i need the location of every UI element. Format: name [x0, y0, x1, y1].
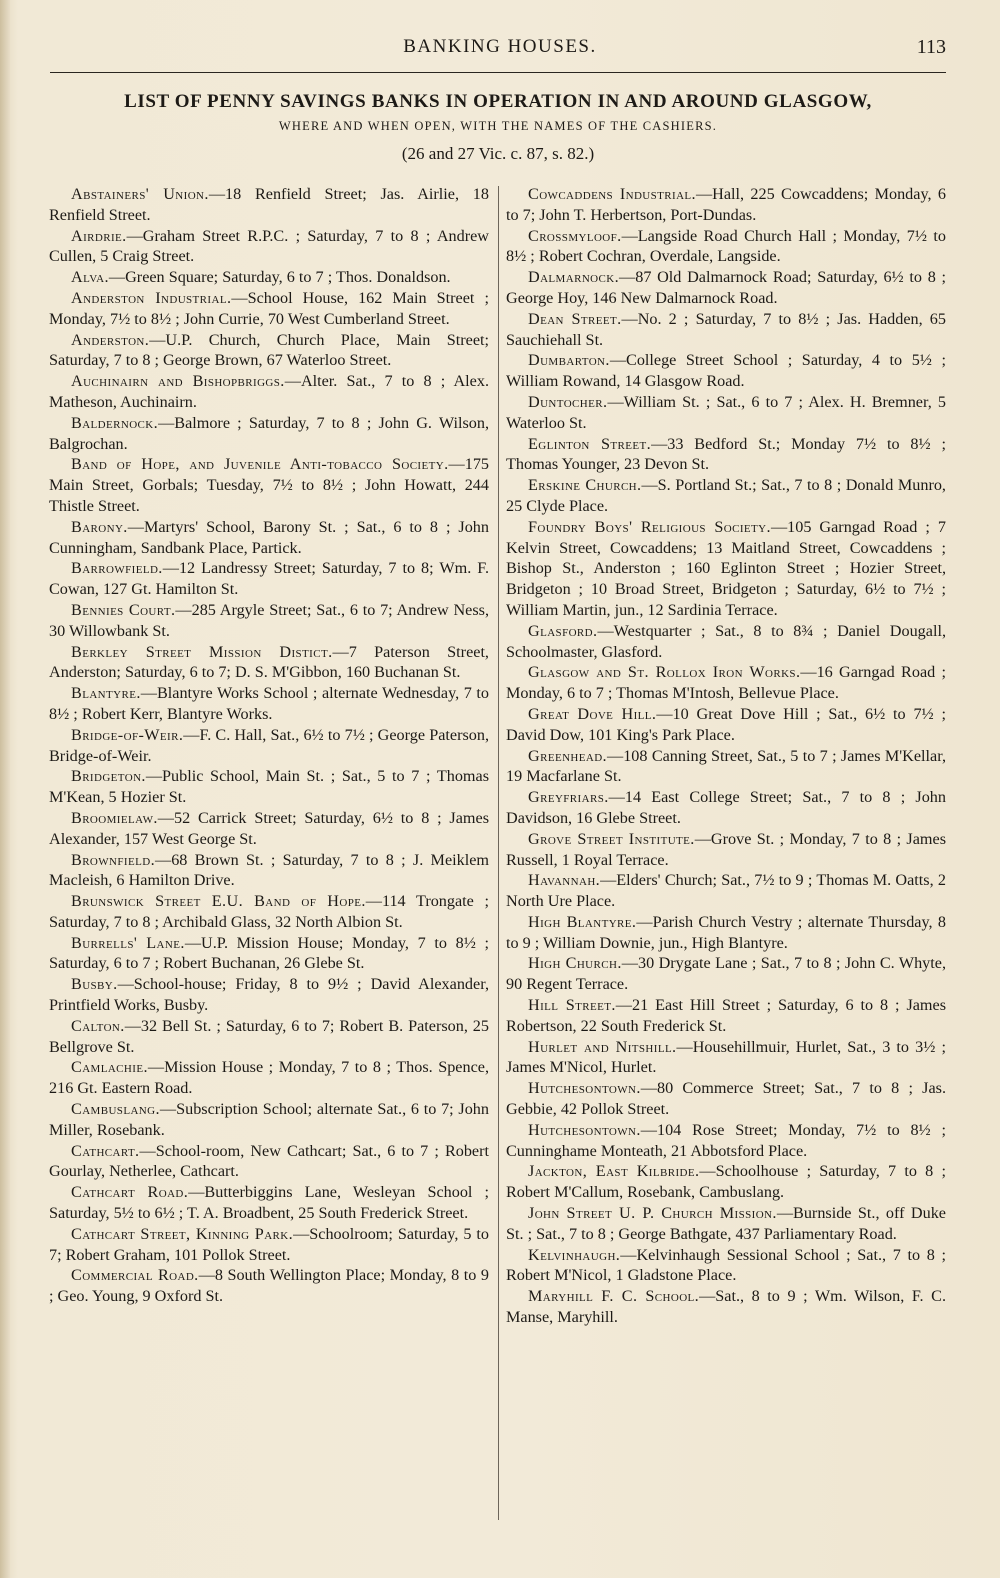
bank-name: Anderston Industrial. — [71, 288, 232, 307]
bank-details: —52 Carrick Street; Saturday, 6½ to 8 ; James Alexander, 157 West George St. — [49, 808, 489, 848]
bank-details: —68 Brown St. ; Saturday, 7 to 8 ; J. Meiklem Macleish, 6 Hamilton Drive. — [49, 850, 489, 890]
bank-name: Cowcaddens Industrial. — [528, 185, 696, 203]
bank-entry — [49, 683, 489, 725]
bank-details: —21 East Hill Street ; Saturday, 6 to 8 ; James Robertson, 22 South Frederick St. — [506, 996, 946, 1035]
bank-name: Bridgeton. — [71, 767, 146, 786]
running-head — [50, 36, 950, 66]
bank-entry — [506, 309, 946, 351]
bank-entry — [506, 184, 946, 226]
bank-details: —Hall, 225 Cowcaddens; Monday, 6 to 7; John T. Herbertson, Port-Dundas. — [506, 185, 946, 224]
bank-details: —Grove St. ; Monday, 7 to 8 ; James Russell, 1 Royal Terrace. — [506, 829, 946, 869]
list-subtitle: WHERE AND WHEN OPEN, WITH THE NAMES OF THE CASHIERS. — [278, 119, 718, 133]
bank-entry — [506, 226, 946, 268]
bank-details: —Househillmuir, Hurlet, Sat., 3 to 3½ ; James M'Nicol, Hurlet. — [506, 1037, 947, 1077]
bank-entry — [506, 1078, 946, 1120]
bank-name: Brunswick Street E.U. Band of Hope. — [71, 892, 366, 911]
bank-name: Jackton, East Kilbride. — [528, 1162, 700, 1181]
bank-name: Glasford. — [528, 621, 598, 640]
bank-details: —Schoolroom; Saturday, 5 to 7; Robert Graham, 101 Pollok Street. — [49, 1224, 489, 1264]
bank-entry — [49, 808, 489, 850]
bank-details: —87 Old Dalmarnock Road; Saturday, 6½ to 8 ; George Hoy, 146 New Dalmarnock Road. — [506, 268, 946, 307]
bank-entry — [506, 517, 946, 621]
bank-entry — [49, 766, 489, 808]
bank-entry — [49, 1265, 489, 1307]
bank-details: —14 East College Street; Sat., 7 to 8 ; John Davidson, 16 Glebe Street. — [506, 788, 946, 827]
bank-name: Busby. — [71, 975, 118, 994]
bank-details: —Burnside St., off Duke St. ; Sat., 7 to 8 ; George Bathgate, 437 Parliamentary Road. — [506, 1204, 946, 1243]
bank-details: —Blantyre Works School ; alternate Wednesday, 7 to 8½ ; Robert Kerr, Blantyre Works. — [49, 684, 489, 723]
bank-name: Hill Street. — [528, 996, 616, 1015]
bank-details: —School House, 162 Main Street ; Monday, 7½ to 8½ ; John Currie, 70 West Cumberland Street. — [49, 288, 489, 328]
bank-entry — [506, 475, 946, 517]
bank-details: —Schoolhouse ; Saturday, 7 to 8 ; Robert M'Callum, Rosebank, Cambuslang. — [506, 1162, 946, 1202]
bank-details: —Westquarter ; Sat., 8 to 8¾ ; Daniel Dougall, Schoolmaster, Glasford. — [506, 621, 946, 661]
bank-name: Hutchesontown. — [528, 1120, 641, 1139]
bank-details: —Alter. Sat., 7 to 8 ; Alex. Matheson, Auchinairn. — [49, 372, 489, 411]
bank-entry — [49, 1182, 489, 1224]
bank-details: —F. C. Hall, Sat., 6½ to 7½ ; George Paterson, Bridge-of-Weir. — [49, 725, 489, 765]
bank-entry — [49, 1016, 489, 1058]
bank-name: Calton. — [71, 1016, 125, 1035]
bank-details: —12 Landressy Street; Saturday, 7 to 8; Wm. F. Cowan, 127 Gt. Hamilton St. — [49, 559, 489, 599]
bank-details: —108 Canning Street, Sat., 5 to 7 ; James M'Kellar, 19 Macfarlane St. — [506, 746, 946, 786]
left-column — [49, 184, 489, 1307]
bank-name: Auchinairn and Bishopbriggs. — [71, 372, 285, 391]
bank-name: Cambuslang. — [71, 1100, 160, 1119]
bank-name: Crossmyloof. — [528, 226, 622, 245]
bank-name: High Blantyre. — [528, 912, 637, 931]
bank-name: Erskine Church. — [528, 476, 642, 495]
bank-details: —105 Garngad Road ; 7 Kelvin Street, Cowcaddens; 13 Maitland Street, Cowcaddens ; Bishop St., Anderston ; 160 Eglinton Street ; Hozier Street, Bridgeton ; 10 Broad Street, Bridgeton ; Saturday, 6½ to 7½ ; William Martin, jun., 12 Sardinia Terrace. — [506, 517, 946, 619]
bank-details: —S. Portland St.; Sat., 7 to 8 ; Donald Munro, 25 Clyde Place. — [506, 476, 946, 515]
bank-entry — [506, 621, 946, 663]
bank-details: —No. 2 ; Saturday, 7 to 8½ ; Jas. Hadden, 65 Sauchiehall St. — [506, 309, 946, 349]
bank-name: Foundry Boys' Religious Society. — [528, 517, 771, 536]
bank-name: Barrowfield. — [71, 559, 163, 578]
bank-details: —Kelvinhaugh Sessional School ; Sat., 7 to 8 ; Robert M'Nicol, 1 Gladstone Place. — [506, 1245, 946, 1285]
bank-details: —32 Bell St. ; Saturday, 6 to 7; Robert B. Paterson, 25 Bellgrove St. — [49, 1016, 489, 1056]
bank-name: Cathcart. — [71, 1141, 140, 1160]
bank-details: —Sat., 8 to 9 ; Wm. Wilson, F. C. Manse, Maryhill. — [506, 1287, 946, 1327]
running-title: BANKING HOUSES. — [403, 36, 597, 57]
bank-name: Kelvinhaugh. — [528, 1245, 621, 1264]
bank-entry — [49, 184, 489, 226]
bank-details: —College Street School ; Saturday, 4 to 5½ ; William Rowand, 14 Glasgow Road. — [506, 351, 946, 391]
bank-name: Hurlet and Nitshill. — [528, 1037, 677, 1056]
bank-name: Maryhill F. C. School. — [528, 1287, 700, 1306]
bank-entry — [506, 995, 946, 1037]
bank-name: Dumbarton. — [528, 351, 610, 370]
bank-name: Greenhead. — [528, 746, 608, 765]
bank-name: Burrells' Lane. — [71, 933, 185, 952]
bank-entry — [49, 330, 489, 372]
header-rule — [50, 72, 946, 73]
bank-entry — [49, 891, 489, 933]
bank-details: —School-house; Friday, 8 to 9½ ; David Alexander, Printfield Works, Busby. — [49, 975, 489, 1015]
bank-details: —Graham Street R.P.C. ; Saturday, 7 to 8 ; Andrew Cullen, 5 Craig Street. — [49, 226, 489, 266]
column-divider — [498, 186, 499, 1520]
bank-details: —Parish Church Vestry ; alternate Thursday, 8 to 9 ; William Downie, jun., High Blantyre. — [506, 912, 947, 952]
bank-entry — [506, 953, 946, 995]
bank-entry — [49, 974, 489, 1016]
bank-entry — [49, 413, 489, 455]
list-heading — [50, 90, 946, 166]
bank-details: —Butterbiggins Lane, Wesleyan School ; Saturday, 5½ to 6½ ; T. A. Broadbent, 25 South Frederick Street. — [49, 1183, 489, 1223]
statute-citation: (26 and 27 Vic. c. 87, s. 82.) — [401, 144, 595, 163]
bank-details: —114 Trongate ; Saturday, 7 to 8 ; Archibald Glass, 32 North Albion St. — [49, 892, 489, 931]
bank-entry — [506, 912, 946, 954]
bank-name: Cathcart Street, Kinning Park. — [71, 1224, 294, 1243]
bank-name: Alva. — [71, 268, 109, 287]
bank-details: —7 Paterson Street, Anderston; Saturday, 6 to 7; D. S. M'Gibbon, 160 Buchanan St. — [49, 642, 489, 682]
bank-name: Broomielaw. — [71, 808, 158, 827]
bank-entry — [49, 642, 489, 684]
bank-entry — [506, 662, 946, 704]
bank-entry — [506, 787, 946, 829]
bank-details: —Martyrs' School, Barony St. ; Sat., 6 to 8 ; John Cunningham, Sandbank Place, Partick. — [49, 517, 489, 557]
bank-entry — [506, 704, 946, 746]
bank-entry — [506, 829, 946, 871]
bank-details: —175 Main Street, Gorbals; Tuesday, 7½ to 8½ ; John Howatt, 244 Thistle Street. — [49, 455, 489, 515]
bank-details: —Balmore ; Saturday, 7 to 8 ; John G. Wilson, Balgrochan. — [49, 413, 489, 453]
bank-entry — [506, 1120, 946, 1162]
bank-entry — [49, 267, 489, 288]
bank-entry — [49, 454, 489, 516]
right-column — [506, 184, 946, 1328]
bank-name: Band of Hope, and Juvenile Anti-tobacco Society. — [71, 455, 449, 474]
bank-entry — [49, 517, 489, 559]
bank-entry — [49, 725, 489, 767]
bank-entry — [506, 1286, 946, 1328]
bank-name: Dalmarnock. — [528, 268, 620, 287]
bank-entry — [506, 434, 946, 476]
bank-name: Great Dove Hill. — [528, 704, 657, 723]
bank-name: Camlachie. — [71, 1058, 148, 1077]
bank-name: Havannah. — [528, 871, 601, 890]
bank-name: Cathcart Road. — [71, 1183, 189, 1202]
bank-name: Duntocher. — [528, 392, 608, 411]
bank-name: Eglinton Street. — [528, 434, 652, 453]
bank-details: —10 Great Dove Hill ; Sat., 6½ to 7½ ; David Dow, 101 King's Park Place. — [506, 704, 946, 744]
bank-entry — [49, 226, 489, 268]
bank-name: Berkley Street Mission Distict. — [71, 642, 333, 661]
bank-entry — [506, 746, 946, 788]
list-title: LIST OF PENNY SAVINGS BANKS IN OPERATION IN AND AROUND GLASGOW, — [124, 91, 872, 112]
page-gutter — [0, 0, 10, 1578]
bank-details: —Mission House ; Monday, 7 to 8 ; Thos. Spence, 216 Gt. Eastern Road. — [49, 1058, 489, 1098]
bank-details: —U.P. Mission House; Monday, 7 to 8½ ; Saturday, 6 to 7 ; Robert Buchanan, 26 Glebe St. — [49, 933, 489, 973]
page-number: 113 — [916, 36, 946, 58]
bank-name: Hutchesontown. — [528, 1079, 641, 1098]
bank-name: Brownfield. — [71, 850, 156, 869]
bank-entry — [49, 288, 489, 330]
bank-entry — [49, 600, 489, 642]
bank-entry — [506, 870, 946, 912]
bank-details: —16 Garngad Road ; Monday, 6 to 7 ; Thomas M'Intosh, Bellevue Place. — [506, 663, 946, 703]
bank-name: Greyfriars. — [528, 788, 609, 807]
bank-entry — [49, 558, 489, 600]
bank-name: Glasgow and St. Rollox Iron Works. — [528, 663, 801, 682]
bank-details: —School-room, New Cathcart; Sat., 6 to 7 ; Robert Gourlay, Netherlee, Cathcart. — [49, 1141, 489, 1181]
bank-details: —285 Argyle Street; Sat., 6 to 7; Andrew Ness, 30 Willowbank St. — [49, 600, 489, 640]
bank-name: Bennies Court. — [71, 600, 176, 619]
bank-name: High Church. — [528, 954, 622, 973]
bank-details: —Langside Road Church Hall ; Monday, 7½ to 8½ ; Robert Cochran, Overdale, Langside. — [506, 226, 946, 266]
bank-details: —80 Commerce Street; Sat., 7 to 8 ; Jas. Gebbie, 42 Pollok Street. — [506, 1079, 946, 1119]
bank-name: Blantyre. — [71, 684, 141, 703]
bank-entry — [506, 1245, 946, 1287]
bank-details: —18 Renfield Street; Jas. Airlie, 18 Renfield Street. — [49, 185, 489, 224]
bank-entry — [49, 1141, 489, 1183]
bank-entry — [506, 1161, 946, 1203]
bank-entry — [49, 850, 489, 892]
bank-details: —Green Square; Saturday, 6 to 7 ; Thos. Donaldson. — [108, 268, 451, 287]
bank-entry — [49, 1057, 489, 1099]
bank-name: Barony. — [71, 517, 128, 536]
bank-name: Abstainers' Union. — [71, 185, 209, 203]
bank-details: —8 South Wellington Place; Monday, 8 to 9 ; Geo. Young, 9 Oxford St. — [49, 1266, 489, 1306]
bank-name: Dean Street. — [528, 309, 622, 328]
bank-details: —Subscription School; alternate Sat., 6 to 7; John Miller, Rosebank. — [49, 1100, 489, 1139]
bank-entry — [49, 933, 489, 975]
bank-entry — [49, 371, 489, 413]
bank-details: —William St. ; Sat., 6 to 7 ; Alex. H. Bremner, 5 Waterloo St. — [506, 392, 946, 432]
bank-name: Commercial Road. — [71, 1266, 199, 1285]
bank-details: —Elders' Church; Sat., 7½ to 9 ; Thomas M. Oatts, 2 North Ure Place. — [506, 871, 946, 911]
bank-name: Grove Street Institute. — [528, 829, 695, 848]
bank-entry — [506, 1037, 946, 1079]
bank-details: —104 Rose Street; Monday, 7½ to 8½ ; Cunninghame Monteath, 21 Abbotsford Place. — [506, 1120, 946, 1160]
bank-details: —30 Drygate Lane ; Sat., 7 to 8 ; John C. Whyte, 90 Regent Terrace. — [506, 954, 946, 994]
bank-name: Baldernock. — [71, 413, 159, 432]
bank-entry — [506, 392, 946, 434]
bank-entry — [49, 1099, 489, 1141]
bank-details: —33 Bedford St.; Monday 7½ to 8½ ; Thomas Younger, 23 Devon St. — [506, 434, 946, 474]
bank-name: Airdrie. — [71, 226, 127, 245]
bank-name: Bridge-of-Weir. — [71, 725, 184, 744]
bank-name: Anderston. — [71, 330, 150, 349]
bank-entry — [506, 350, 946, 392]
bank-entry — [506, 267, 946, 309]
bank-details: —U.P. Church, Church Place, Main Street; Saturday, 7 to 8 ; George Brown, 67 Waterloo Street. — [49, 330, 489, 370]
bank-entry — [506, 1203, 946, 1245]
bank-entry — [49, 1224, 489, 1266]
bank-name: John Street U. P. Church Mission. — [528, 1204, 777, 1223]
bank-details: —Public School, Main St. ; Sat., 5 to 7 ; Thomas M'Kean, 5 Hozier St. — [49, 767, 489, 807]
